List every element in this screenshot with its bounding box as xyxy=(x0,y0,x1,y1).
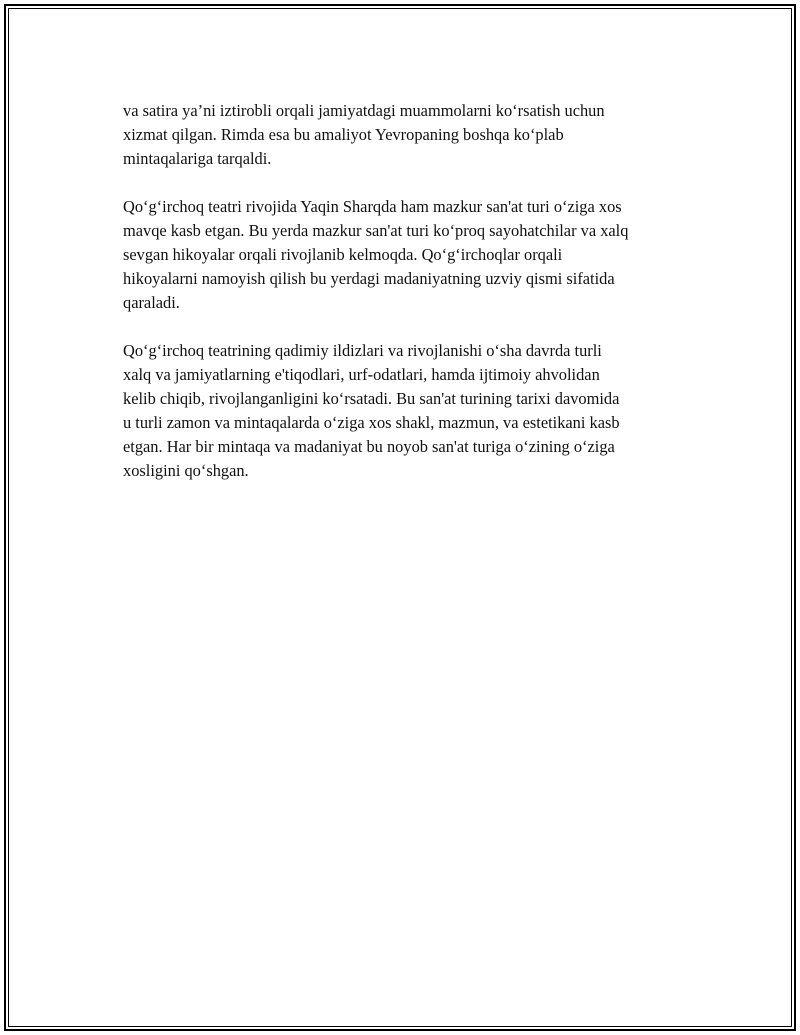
text-line: xosligini qo‘shgan. xyxy=(123,461,249,480)
text-line: Qo‘g‘irchoq teatri rivojida Yaqin Sharqda ham mazkur san'at turi o‘ziga xos xyxy=(123,197,622,216)
text-line: sevgan hikoyalar orqali rivojlanib kelmoqda. Qo‘g‘irchoqlar orqali xyxy=(123,245,563,264)
paragraph-2 xyxy=(123,195,703,315)
document-body xyxy=(123,99,703,483)
text-line: qaraladi. xyxy=(123,293,180,312)
text-line: Qo‘g‘irchoq teatrining qadimiy ildizlari va rivojlanishi o‘sha davrda turli xyxy=(123,341,602,360)
paragraph-3 xyxy=(123,339,703,483)
text-line: mavqe kasb etgan. Bu yerda mazkur san'at turi ko‘proq sayohatchilar va xalq xyxy=(123,221,629,240)
text-line: mintaqalariga tarqaldi. xyxy=(123,149,272,168)
page-border xyxy=(4,4,796,1031)
text-line: kelib chiqib, rivojlanganligini ko‘rsatadi. Bu san'at turining tarixi davomida xyxy=(123,389,620,408)
text-line: etgan. Har bir mintaqa va madaniyat bu noyob san'at turiga o‘zining o‘ziga xyxy=(123,437,615,456)
paragraph-1 xyxy=(123,99,703,171)
text-line: va satira ya’ni iztirobli orqali jamiyatdagi muammolarni ko‘rsatish uchun xyxy=(123,101,605,120)
text-line: xalq va jamiyatlarning e'tiqodlari, urf-odatlari, hamda ijtimoiy ahvolidan xyxy=(123,365,600,384)
text-line: hikoyalarni namoyish qilish bu yerdagi madaniyatning uzviy qismi sifatida xyxy=(123,269,615,288)
text-line: xizmat qilgan. Rimda esa bu amaliyot Yevropaning boshqa ko‘plab xyxy=(123,125,564,144)
text-line: u turli zamon va mintaqalarda o‘ziga xos shakl, mazmun, va estetikani kasb xyxy=(123,413,620,432)
